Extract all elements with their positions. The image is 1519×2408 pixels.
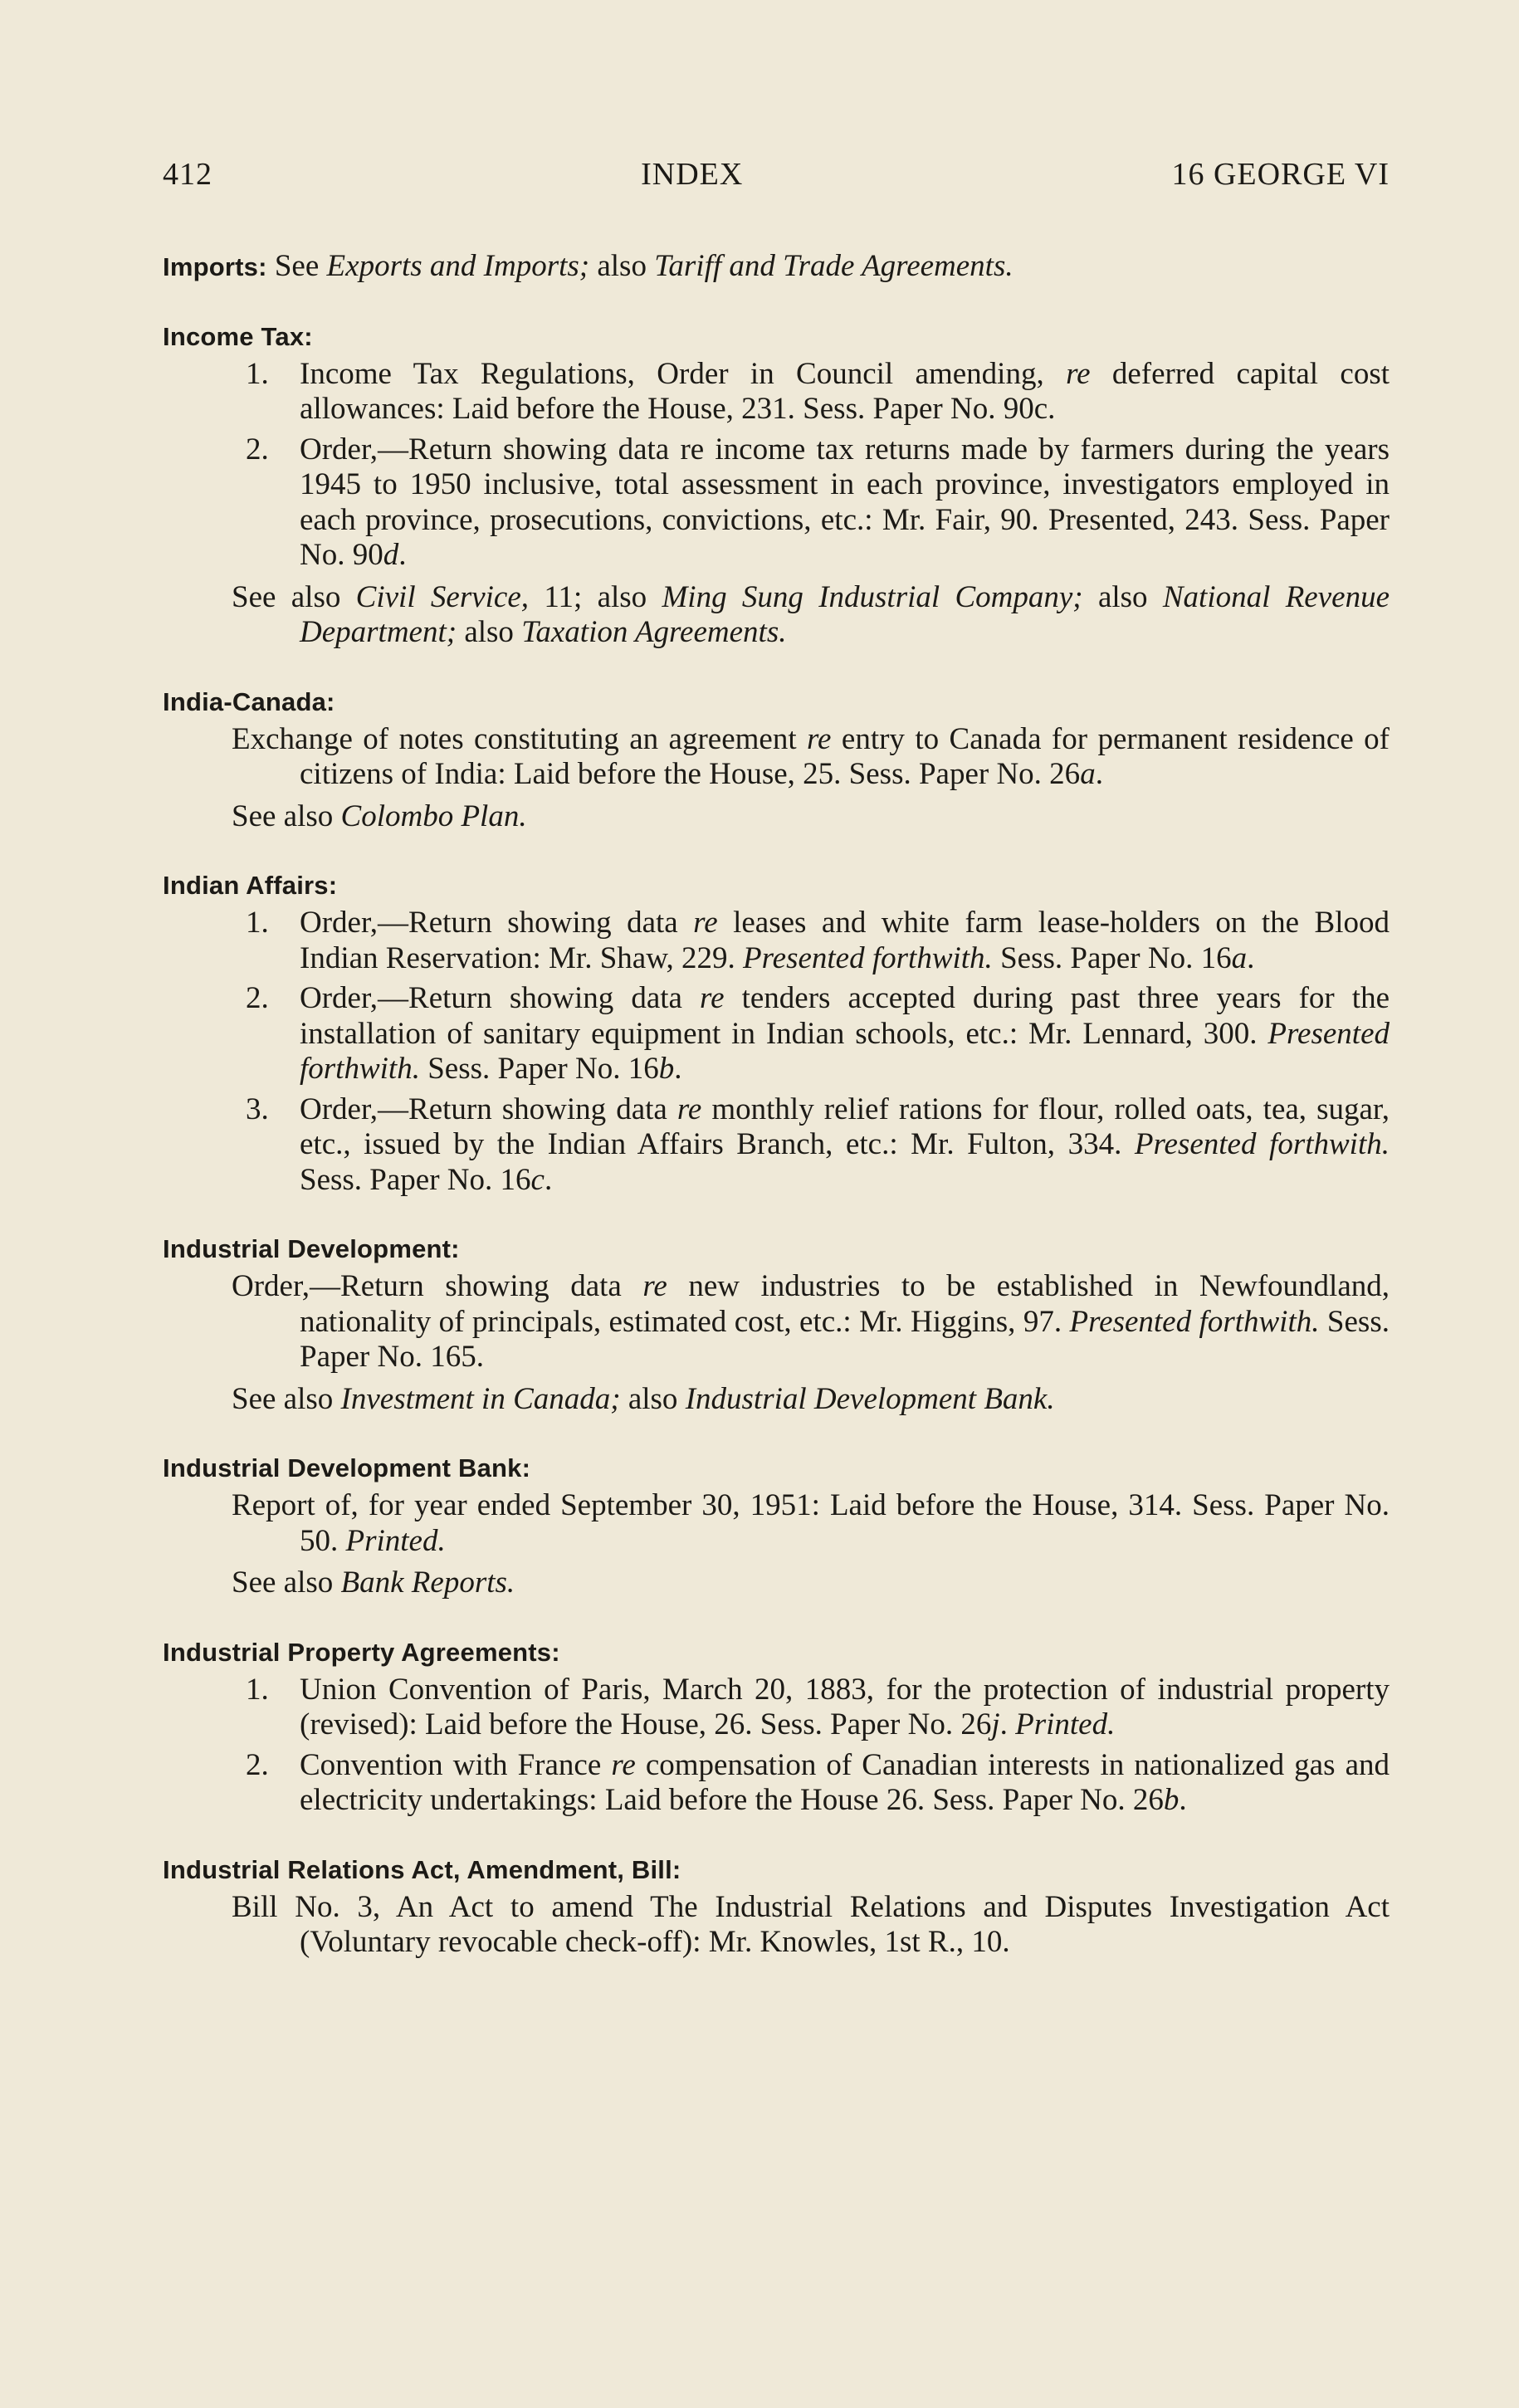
list-item: 1. Income Tax Regulations, Order in Council amending, re deferred capital cost allowances: Laid before the House, 231. Sess. Paper No. 90c. xyxy=(246,356,1390,426)
list-item: 1. Order,—Return showing data re leases and white farm lease-holders on the Blood Indian Reservation: Mr. Shaw, 229. Presented forthwith. Sess. Paper No. 16a. xyxy=(246,906,1390,975)
entry-imports: Imports: See Exports and Imports; also Tariff and Trade Agreements. xyxy=(163,249,1013,283)
entry-india-canada xyxy=(163,687,1390,835)
entry-heading: Imports: xyxy=(163,252,267,281)
entry-text: Order,—Return showing data re new industries to be established in Newfoundland, nationality of principals, estimated cost, etc.: Mr. Higgins, 97. Presented forthwith. Sess. Paper No. 165. xyxy=(232,1269,1390,1374)
page-number: 412 xyxy=(163,157,212,192)
list-item: 2. Convention with France re compensation of Canadian interests in nationalized gas and electricity undertakings: Laid before the House 26. Sess. Paper No. 26b. xyxy=(246,1747,1390,1817)
entry-industrial-development xyxy=(163,1234,1390,1417)
entry-industrial-development-bank xyxy=(163,1453,1390,1601)
entry-heading: Industrial Relations Act, Amendment, Bill: xyxy=(163,1854,681,1884)
list-item: 3. Order,—Return showing data re monthly relief rations for flour, rolled oats, tea, sugar, etc., issued by the Indian Affairs Branch, etc.: Mr. Fulton, 334. Presented forthwith. Sess. Paper No. 16c. xyxy=(246,1092,1390,1197)
list-item: 1. Union Convention of Paris, March 20, 1883, for the protection of industrial property (revised): Laid before the House, 26. Sess. Paper No. 26j. Printed. xyxy=(246,1672,1390,1741)
entry-income-tax xyxy=(163,322,1390,651)
entry-heading: Industrial Property Agreements: xyxy=(163,1637,560,1667)
entry-indian-affairs xyxy=(163,871,1390,1198)
entry-text: Bill No. 3, An Act to amend The Industrial Relations and Disputes Investigation Act (Voluntary revocable check-off): Mr. Knowles, 1st R., 10. xyxy=(232,1889,1390,1959)
entry-heading: Industrial Development: xyxy=(163,1234,460,1263)
list-item: 2. Order,—Return showing data re tenders accepted during past three years for the installation of sanitary equipment in Indian schools, etc.: Mr. Lennard, 300. Presented forthwith. Sess. Paper No. 16b. xyxy=(246,981,1390,1086)
index-body xyxy=(163,249,1390,1967)
entry-text: Report of, for year ended September 30, 1951: Laid before the House, 314. Sess. Paper No. 50. Printed. xyxy=(232,1488,1390,1558)
entry-industrial-property-agreements xyxy=(163,1638,1390,1819)
see-also: See also Colombo Plan. xyxy=(232,799,527,833)
see-also: See also Investment in Canada; also Industrial Development Bank. xyxy=(232,1381,1055,1416)
see-also: See also Bank Reports. xyxy=(232,1565,515,1600)
volume-label: 16 GEORGE VI xyxy=(1171,157,1390,192)
entry-heading: Income Tax: xyxy=(163,321,313,351)
entry-heading: Industrial Development Bank: xyxy=(163,1453,531,1482)
entry-heading: Indian Affairs: xyxy=(163,871,338,900)
entry-industrial-relations-act xyxy=(163,1855,1390,1961)
entry-heading: India-Canada: xyxy=(163,686,335,716)
page-header xyxy=(163,156,1390,193)
list-item: 2. Order,—Return showing data re income tax returns made by farmers during the years 1945 to 1950 inclusive, total assessment in each province, investigators employed in each province, prosecutions, convictions, etc.: Mr. Fair, 90. Presented, 243. Sess. Paper No. 90d. xyxy=(246,432,1390,572)
entry-text: Exchange of notes constituting an agreement re entry to Canada for permanent residence of citizens of India: Laid before the House, 25. Sess. Paper No. 26a. xyxy=(232,721,1390,791)
page-title: INDEX xyxy=(641,157,744,192)
see-also: See also Civil Service, 11; also Ming Sung Industrial Company; also National Revenue Department; also Taxation Agreements. xyxy=(232,579,1390,649)
